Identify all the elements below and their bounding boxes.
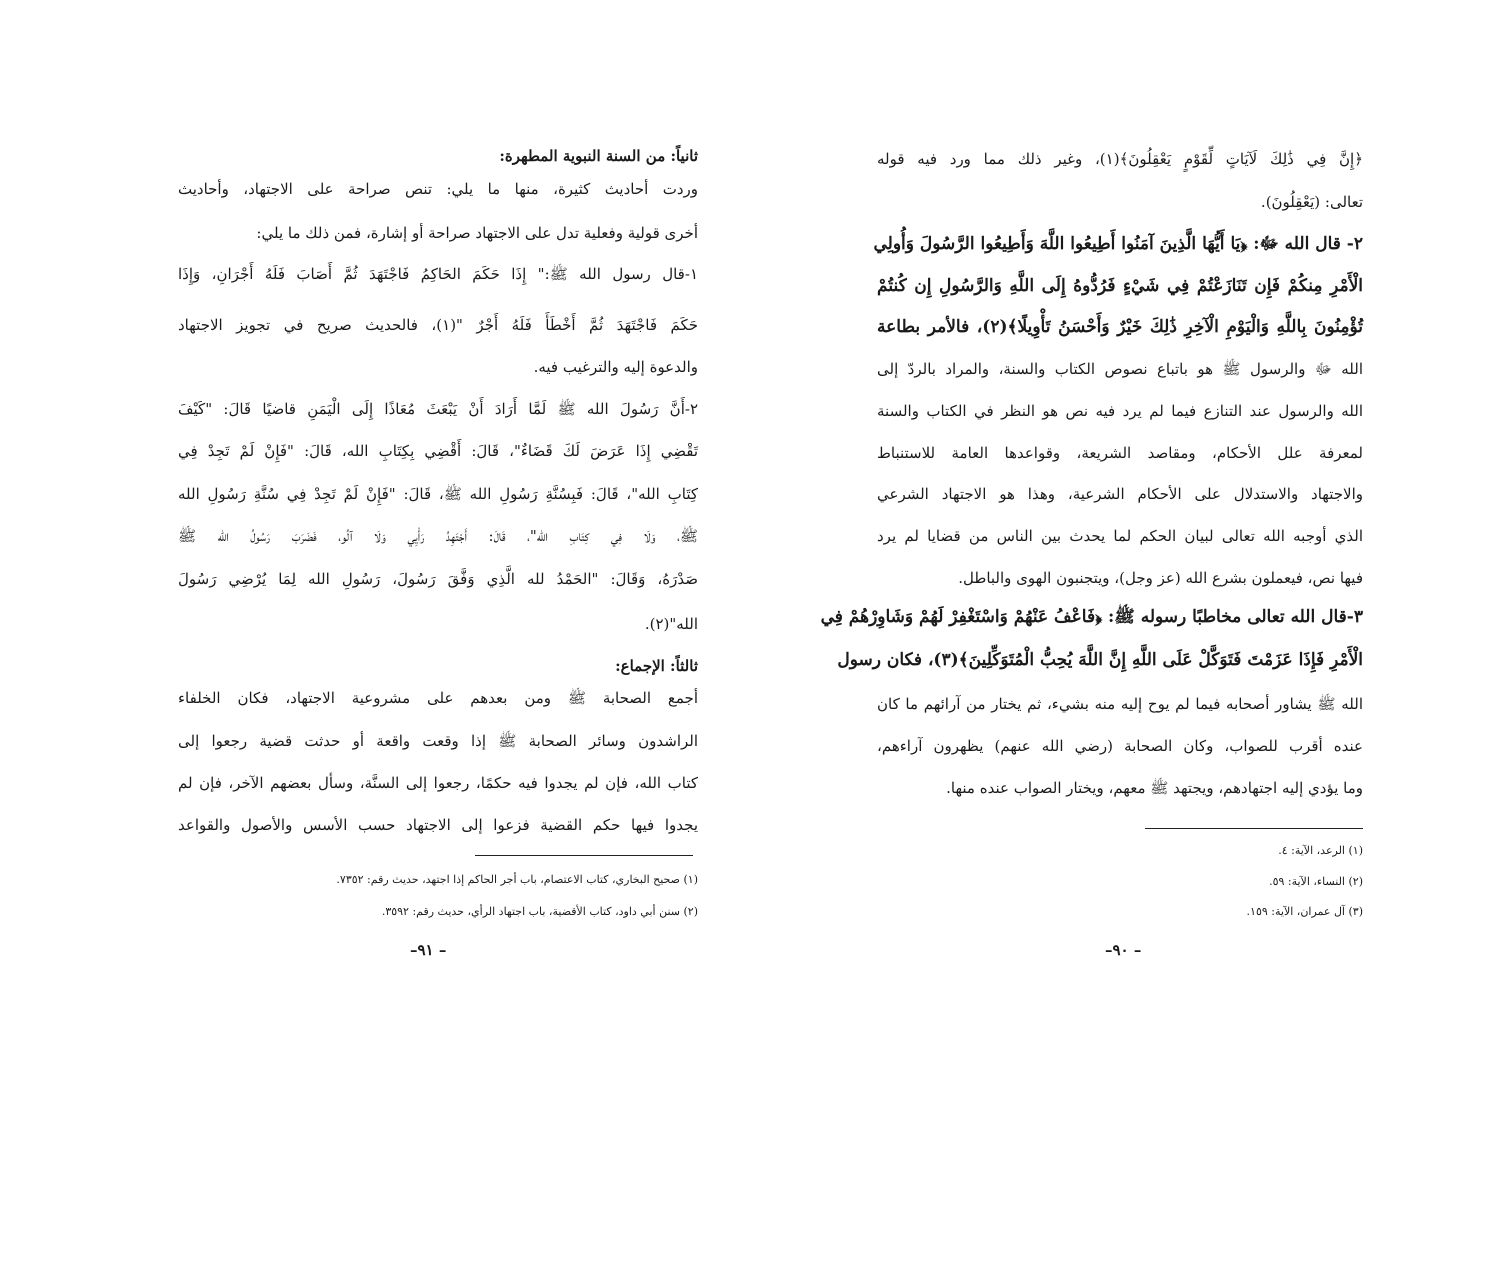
- text-line: أخرى قولية وفعلية تدل على الاجتهاد صراحة أو إشارة، فمن ذلك ما يلي:: [256, 224, 698, 242]
- text-line: الله والرسول عند التنازع فيما لم يرد فيه نص هو النظر في الكتاب والسنة: [877, 402, 1363, 420]
- text-line: فيها نص، فيعملون بشرع الله (عز وجل)، ويتجنبون الهوى والباطل.: [958, 569, 1363, 587]
- page-91: [178, 0, 698, 1262]
- footnote: (١) صحيح البخاري، كتاب الاعتصام، باب أجر الحاكم إذا اجتهد، حديث رقم: ٧٣٥٢.: [336, 873, 698, 886]
- text-line: ﴿إِنَّ فِي ذَٰلِكَ لَآيَاتٍ لِّقَوْمٍ يَعْقِلُونَ﴾(١)، وغير ذلك مما ورد فيه قوله: [877, 150, 1363, 168]
- section-heading-sunnah: ثانياً: من السنة النبوية المطهرة:: [499, 147, 698, 165]
- footnote-divider: [1145, 828, 1363, 829]
- page-number: –٩٠ –: [1105, 941, 1142, 959]
- hadith-line: ﷺ، وَلَا فِي كِتَابِ الله"، قَالَ: أَجْتَهِدُ رَأْيِي وَلَا آلُو، فَضَرَبَ رَسُولُ الله ﷺ: [178, 527, 698, 545]
- text-line: تعالى: (يَعْقِلُونَ).: [1260, 193, 1363, 211]
- quran-verse-line: الْأَمْرِ مِنكُمْ فَإِن تَنَازَعْتُمْ فِي شَيْءٍ فَرُدُّوهُ إِلَى اللَّهِ وَالرَّسُولِ إِن كُنتُمْ: [877, 276, 1363, 296]
- hadith-line: ١-قال رسول الله ﷺ:" إِذَا حَكَمَ الحَاكِمُ فَاجْتَهَدَ ثُمَّ أَصَابَ فَلَهُ أَجْرَانِ، وَإِذَا: [178, 265, 698, 283]
- quran-verse-line: ٣-قال الله تعالى مخاطبًا رسوله ﷺ: ﴿فَاعْفُ عَنْهُمْ وَاسْتَغْفِرْ لَهُمْ وَشَاوِرْهُمْ فِي: [820, 607, 1363, 627]
- footnote: (٣) آل عمران، الآية: ١٥٩.: [1246, 905, 1363, 918]
- quran-verse-line: ٢- قال الله ﷻ: ﴿يَا أَيُّهَا الَّذِينَ آمَنُوا أَطِيعُوا اللَّهَ وَأَطِيعُوا الرَّسُولَ وَأُولِي: [873, 234, 1363, 254]
- page-90: [820, 0, 1363, 1262]
- text-line: عنده أقرب للصواب، وكان الصحابة (رضي الله عنهم) يظهرون آراءهم،: [877, 737, 1363, 755]
- text-line: لمعرفة علل الأحكام، ومقاصد الشريعة، وقواعدها العامة للاستنباط: [877, 444, 1363, 462]
- hadith-line: تَقْضِي إِذَا عَرَضَ لَكَ قَضَاءٌ"، قَالَ: أَقْضِي بِكِتَابِ الله، قَالَ: "فَإِنْ لَمْ تَجِدْ فِي: [178, 442, 698, 460]
- text-line: كتاب الله، فإن لم يجدوا فيه حكمًا، رجعوا إلى السنَّة، وسأل بعضهم الآخر، فإن لم: [178, 774, 698, 792]
- section-heading-ijma: ثالثاً: الإجماع:: [615, 657, 698, 675]
- quran-verse-line: الْأَمْرِ فَإِذَا عَزَمْتَ فَتَوَكَّلْ عَلَى اللَّهِ إِنَّ اللَّهَ يُحِبُّ الْمُتَوَكِّلِينَ﴾(٣)، فكان رسول: [837, 650, 1363, 670]
- text-line: وردت أحاديث كثيرة، منها ما يلي: تنص صراحة على الاجتهاد، وأحاديث: [178, 180, 698, 198]
- text-line: أجمع الصحابة ﷺ ومن بعدهم على مشروعية الاجتهاد، فكان الخلفاء: [178, 689, 698, 707]
- hadith-line: كِتَابِ الله"، قَالَ: فَبِسُنَّةِ رَسُولِ الله ﷺ، قَالَ: "فَإِنْ لَمْ تَجِدْ فِي سُنَّةِ رَسُولِ الله: [178, 485, 698, 503]
- text-line: الراشدون وسائر الصحابة ﷺ إذا وقعت واقعة أو حدثت قضية رجعوا إلى: [178, 732, 698, 750]
- text-line: وما يؤدي إليه اجتهادهم، ويجتهد ﷺ معهم، ويختار الصواب عنده منها.: [946, 779, 1363, 797]
- text-line: الذي أوجبه الله تعالى لبيان الحكم لما يحدث بين الناس من قضايا لم يرد: [877, 527, 1363, 545]
- text-line: يجدوا فيها حكم القضية فزعوا إلى الاجتهاد حسب الأسس والأصول والقواعد: [178, 816, 698, 834]
- footnote: (٢) النساء، الآية: ٥٩.: [1269, 875, 1363, 888]
- footnote-divider: [475, 855, 693, 856]
- text-line: الله ﷺ يشاور أصحابه فيما لم يوح إليه منه بشيء، ثم يختار من آرائهم ما كان: [877, 695, 1363, 713]
- page-number: –٩١ –: [410, 941, 447, 959]
- hadith-line: ٢-أَنَّ رَسُولَ الله ﷺ لَمَّا أَرَادَ أَنْ يَبْعَثَ مُعَاذًا إِلَى الْيَمَنِ قاضيًا قَالَ: "كَيْفَ: [178, 400, 698, 418]
- quran-verse-line: تُؤْمِنُونَ بِاللَّهِ وَالْيَوْمِ الْآخِرِ ذَٰلِكَ خَيْرٌ وَأَحْسَنُ تَأْوِيلًا﴾(٢)، فالأمر بطاعة: [877, 317, 1363, 337]
- hadith-line: حَكَمَ فَاجْتَهَدَ ثُمَّ أَخْطَأَ فَلَهُ أَجْرٌ "(١)، فالحديث صريح في تجويز الاجتهاد: [178, 316, 699, 334]
- hadith-line: صَدْرَهُ، وَقَالَ: "الحَمْدُ لله الَّذِي وَفَّقَ رَسُولَ، رَسُولِ الله لِمَا يُرْضِي رَسُولَ: [178, 570, 698, 588]
- footnote: (٢) سنن أبي داود، كتاب الأقضية، باب اجتهاد الرأي، حديث رقم: ٣٥٩٢.: [381, 905, 698, 918]
- text-line: والدعوة إليه والترغيب فيه.: [533, 358, 698, 376]
- hadith-line: الله"(٢).: [644, 615, 698, 633]
- text-line: الله ﷻ والرسول ﷺ هو باتباع نصوص الكتاب والسنة، والمراد بالردّ إلى: [877, 360, 1363, 378]
- footnote: (١) الرعد، الآية: ٤.: [1278, 844, 1363, 857]
- text-line: والاجتهاد والاستدلال على الأحكام الشرعية، وهذا هو الاجتهاد الشرعي: [877, 485, 1363, 503]
